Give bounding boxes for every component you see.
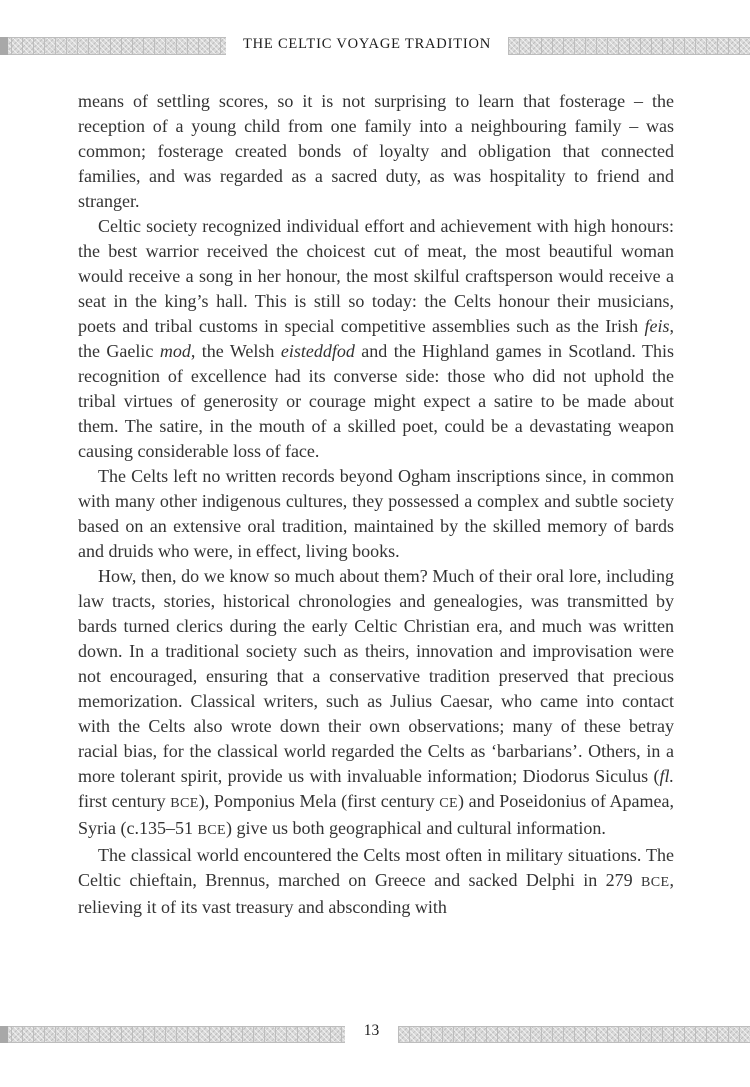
text-run: , relieving it of its vast treasury and absconding with — [78, 870, 674, 917]
paragraph — [78, 214, 674, 464]
text-run: ), Pomponius Mela (first century — [198, 791, 440, 811]
text-run: , the Welsh — [190, 341, 281, 361]
text-run: CE — [439, 795, 459, 811]
paragraph — [78, 564, 674, 843]
text-run: Celtic society recognized individual effort and achievement with high honours: the best warrior received the choicest cut of meat, the most beautiful woman would receive a song in her honour, the most skilful craftsperson would receive a seat in the king’s hall. This is still so today: the Celts honour their musicians, poets and tribal customs in special competitive assemblies such as the Irish — [78, 216, 674, 336]
paragraph — [78, 843, 674, 920]
paragraph — [78, 464, 674, 564]
text-run: first century — [78, 791, 171, 811]
ornament-band-top-right — [508, 37, 750, 55]
text-run: How, then, do we know so much about them? Much of their oral lore, including law tracts, stories, historical chronologies and genealogies, was transmitted by bards turned clerics during the early Celtic Christian era, and much was written down. In a traditional society such as theirs, innovation and improvisation were not encouraged, ensuring that a conservative tradition preserved that precious memorization. Classical writers, such as Julius Caesar, who came into contact with the Celts also wrote down their own observations; many of these betray racial bias, for the classical world regarded the Celts as ‘barbarians’. Others, in a more tolerant spirit, provide us with invaluable information; Diodorus Siculus ( — [78, 566, 674, 786]
page-number: 13 — [363, 1022, 380, 1039]
text-run: ) give us both geographical and cultural information. — [225, 818, 606, 838]
body-text — [78, 89, 674, 920]
text-run: fl. — [659, 766, 674, 786]
text-run: BCE — [641, 874, 670, 890]
text-run: ) and Poseidonius of Apamea, Syria (c.135–51 — [78, 791, 674, 838]
ornament-band-bottom-left — [0, 1026, 345, 1043]
text-run: mod — [159, 341, 191, 361]
ornament-band-top-left — [0, 37, 226, 55]
text-run: eisteddfod — [280, 341, 355, 361]
text-run: BCE — [170, 795, 199, 811]
text-run: The Celts left no written records beyond Ogham inscriptions since, in common with many other indigenous cultures, they possessed a complex and subtle society based on an extensive oral tradition, maintained by the skilled memory of bards and druids who were, in effect, living books. — [78, 466, 674, 561]
ornament-band-bottom-right — [398, 1026, 750, 1043]
paragraph — [78, 89, 674, 214]
text-run: BCE — [197, 822, 226, 838]
text-run: means of settling scores, so it is not surprising to learn that fosterage – the reception of a young child from one family into a neighbouring family – was common; fosterage created bonds of loyalty and obligation that connected families, and was regarded as a sacred duty, as was hospitality to friend and stranger. — [78, 91, 674, 211]
text-run: feis — [644, 316, 670, 336]
text-run: , the Gaelic — [78, 316, 674, 361]
running-header: THE CELTIC VOYAGE TRADITION — [242, 36, 492, 52]
text-run: The classical world encountered the Celts most often in military situations. The Celtic chieftain, Brennus, marched on Greece and sacked Delphi in 279 — [78, 845, 674, 890]
text-run: and the Highland games in Scotland. This recognition of excellence had its converse side: those who did not uphold the tribal virtues of generosity or courage might expect a satire to be made about them. The satire, in the mouth of a skilled poet, could be a devastating weapon causing considerable loss of face. — [78, 341, 674, 461]
